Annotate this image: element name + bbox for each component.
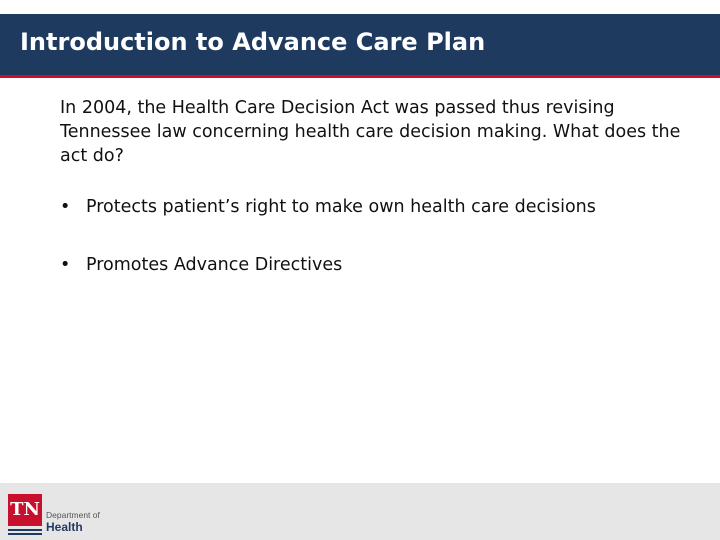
logo-underline <box>8 529 42 531</box>
title-bar <box>0 14 720 78</box>
intro-paragraph: In 2004, the Health Care Decision Act was passed thus revising Tennessee law concerning health care decision making. What does the act do? <box>60 98 681 166</box>
bullet-item <box>60 253 710 277</box>
slide-title: Introduction to Advance Care Plan <box>20 28 486 56</box>
bullet-icon: • <box>60 197 71 217</box>
bullet-text: Protects patient’s right to make own health care decisions <box>86 197 596 217</box>
slide-content <box>60 96 710 277</box>
logo-underline <box>8 533 42 535</box>
footer-bar <box>0 483 720 540</box>
bullet-text: Promotes Advance Directives <box>86 255 343 275</box>
tn-health-logo <box>8 494 108 538</box>
bullet-icon: • <box>60 255 71 275</box>
logo-department-text: Department of <box>46 510 100 520</box>
bullet-list <box>60 195 710 277</box>
logo-health-text: Health <box>46 520 83 534</box>
top-strip <box>0 0 720 14</box>
bullet-item <box>60 195 710 219</box>
tn-logo-icon: TN <box>8 494 42 526</box>
